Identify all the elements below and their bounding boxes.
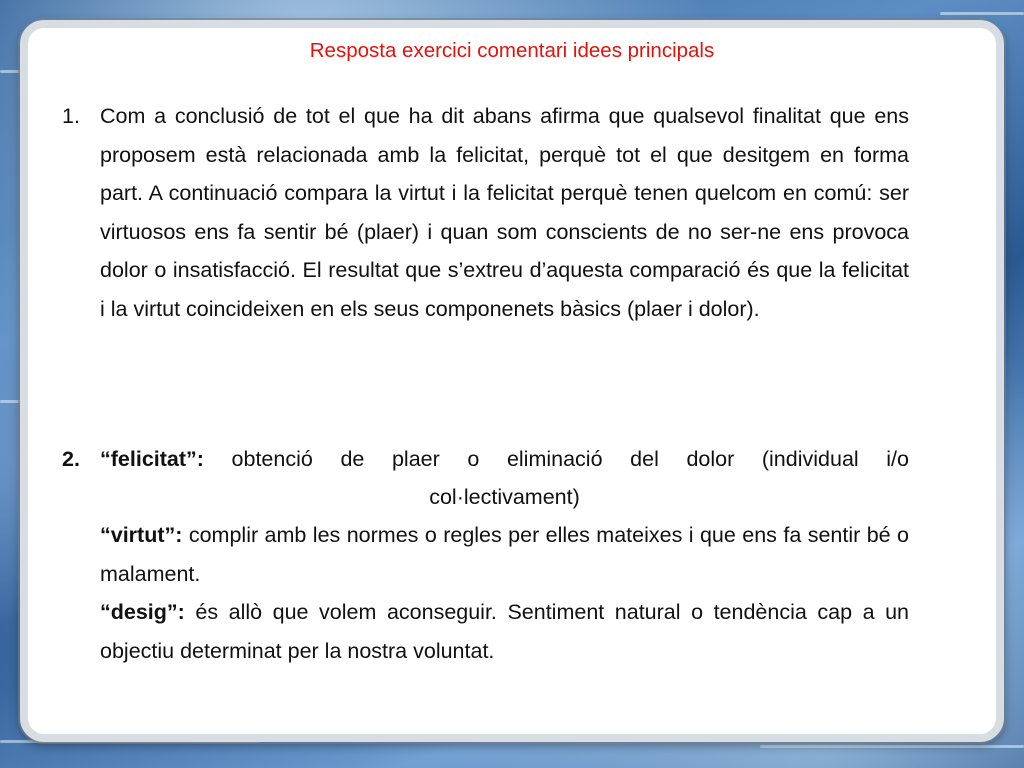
term-felicitat: “felicitat”: — [100, 447, 204, 471]
virtut-definition-text: complir amb les normes o regles per elles mateixes i que ens fa sentir bé o malament. — [100, 523, 909, 586]
felicitat-definition-continuation: col·lectivament) — [429, 485, 580, 509]
felicitat-definition-line — [100, 440, 909, 478]
virtut-definition — [100, 516, 909, 593]
desig-definition — [100, 593, 909, 670]
item1-paragraph: Com a conclusió de tot el que ha dit abans afirma que qualsevol finalitat que ens proposem està relacionada amb la felicitat, perquè tot el que desitgem en forma part. A continuació compara la virtut i la felicitat perquè tenen quelcom en comú: ser virtuosos ens fa sentir bé (plaer) i quan som conscients de no ser-ne ens provoca dolor o insatisfacció. El resultat que s’extreu d’aquesta comparació és que la felicitat i la virtut coincideixen en els seus componenets bàsics (plaer i dolor). — [100, 104, 909, 321]
felicitat-definition: obtenció de plaer o eliminació del dolor (individual i/o — [231, 447, 909, 471]
item-number: 1. — [62, 104, 80, 128]
item-number: 2. — [62, 447, 80, 471]
desig-definition-text: és allò que volem aconseguir. Sentiment natural o tendència cap a un objectiu determinat per la nostra voluntat. — [100, 600, 909, 663]
term-virtut: “virtut”: — [100, 523, 183, 547]
term-desig: “desig”: — [100, 600, 185, 624]
background-streak — [760, 745, 1024, 748]
slide-title: Resposta exercici comentari idees principals — [309, 39, 715, 62]
background-streak — [940, 12, 1024, 15]
